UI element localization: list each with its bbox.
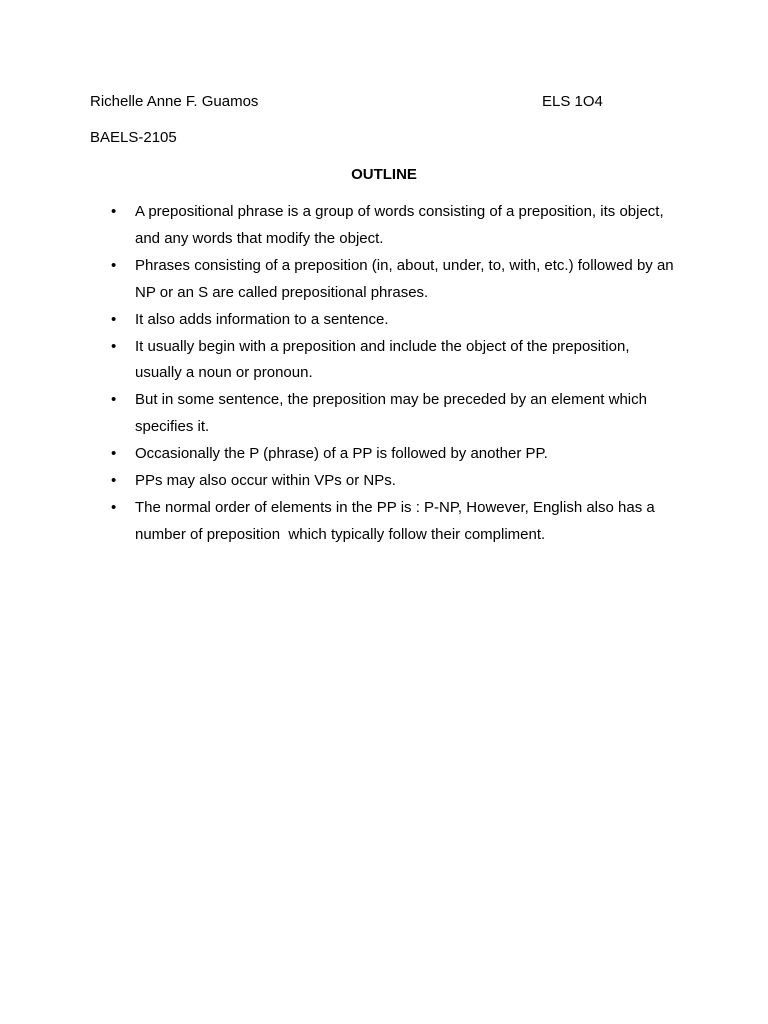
bullet-icon: •	[111, 337, 117, 355]
list-item-text: Occasionally the P (phrase) of a PP is followed by another PP.	[135, 445, 548, 463]
bullet-icon: •	[111, 498, 117, 516]
outline-list	[0, 199, 768, 549]
list-item-text: But in some sentence, the preposition may be preceded by an element which specifies it.	[135, 391, 647, 436]
list-item-text: It usually begin with a preposition and include the object of the preposition, usually a noun or pronoun.	[135, 337, 630, 382]
bullet-icon: •	[111, 445, 117, 463]
list-item	[0, 199, 768, 253]
bullet-icon: •	[111, 256, 117, 274]
list-item	[0, 441, 768, 468]
bullet-icon: •	[111, 310, 117, 328]
section-code: BAELS-2105	[90, 129, 177, 146]
author-name: Richelle Anne F. Guamos	[90, 93, 259, 110]
list-item-text: It also adds information to a sentence.	[135, 310, 389, 328]
bullet-icon: •	[111, 203, 117, 220]
list-item	[0, 307, 768, 334]
list-item	[0, 253, 768, 307]
document-title: OUTLINE	[351, 166, 417, 183]
list-item-text: PPs may also occur within VPs or NPs.	[135, 472, 396, 490]
list-item-text: Phrases consisting of a preposition (in, about, under, to, with, etc.) followed by an NP or an S are called prepositional phrases.	[135, 256, 674, 301]
bullet-icon: •	[111, 472, 117, 490]
list-item	[0, 468, 768, 495]
course-code: ELS 1O4	[542, 93, 603, 110]
list-item	[0, 495, 768, 549]
list-item	[0, 387, 768, 441]
list-item-text: The normal order of elements in the PP is : P-NP, However, English also has a number of preposition which typically follow their compliment.	[135, 498, 655, 543]
bullet-icon: •	[111, 391, 117, 409]
list-item	[0, 334, 768, 388]
list-item-text: A prepositional phrase is a group of words consisting of a preposition, its object, and any words that modify the object.	[135, 203, 664, 247]
